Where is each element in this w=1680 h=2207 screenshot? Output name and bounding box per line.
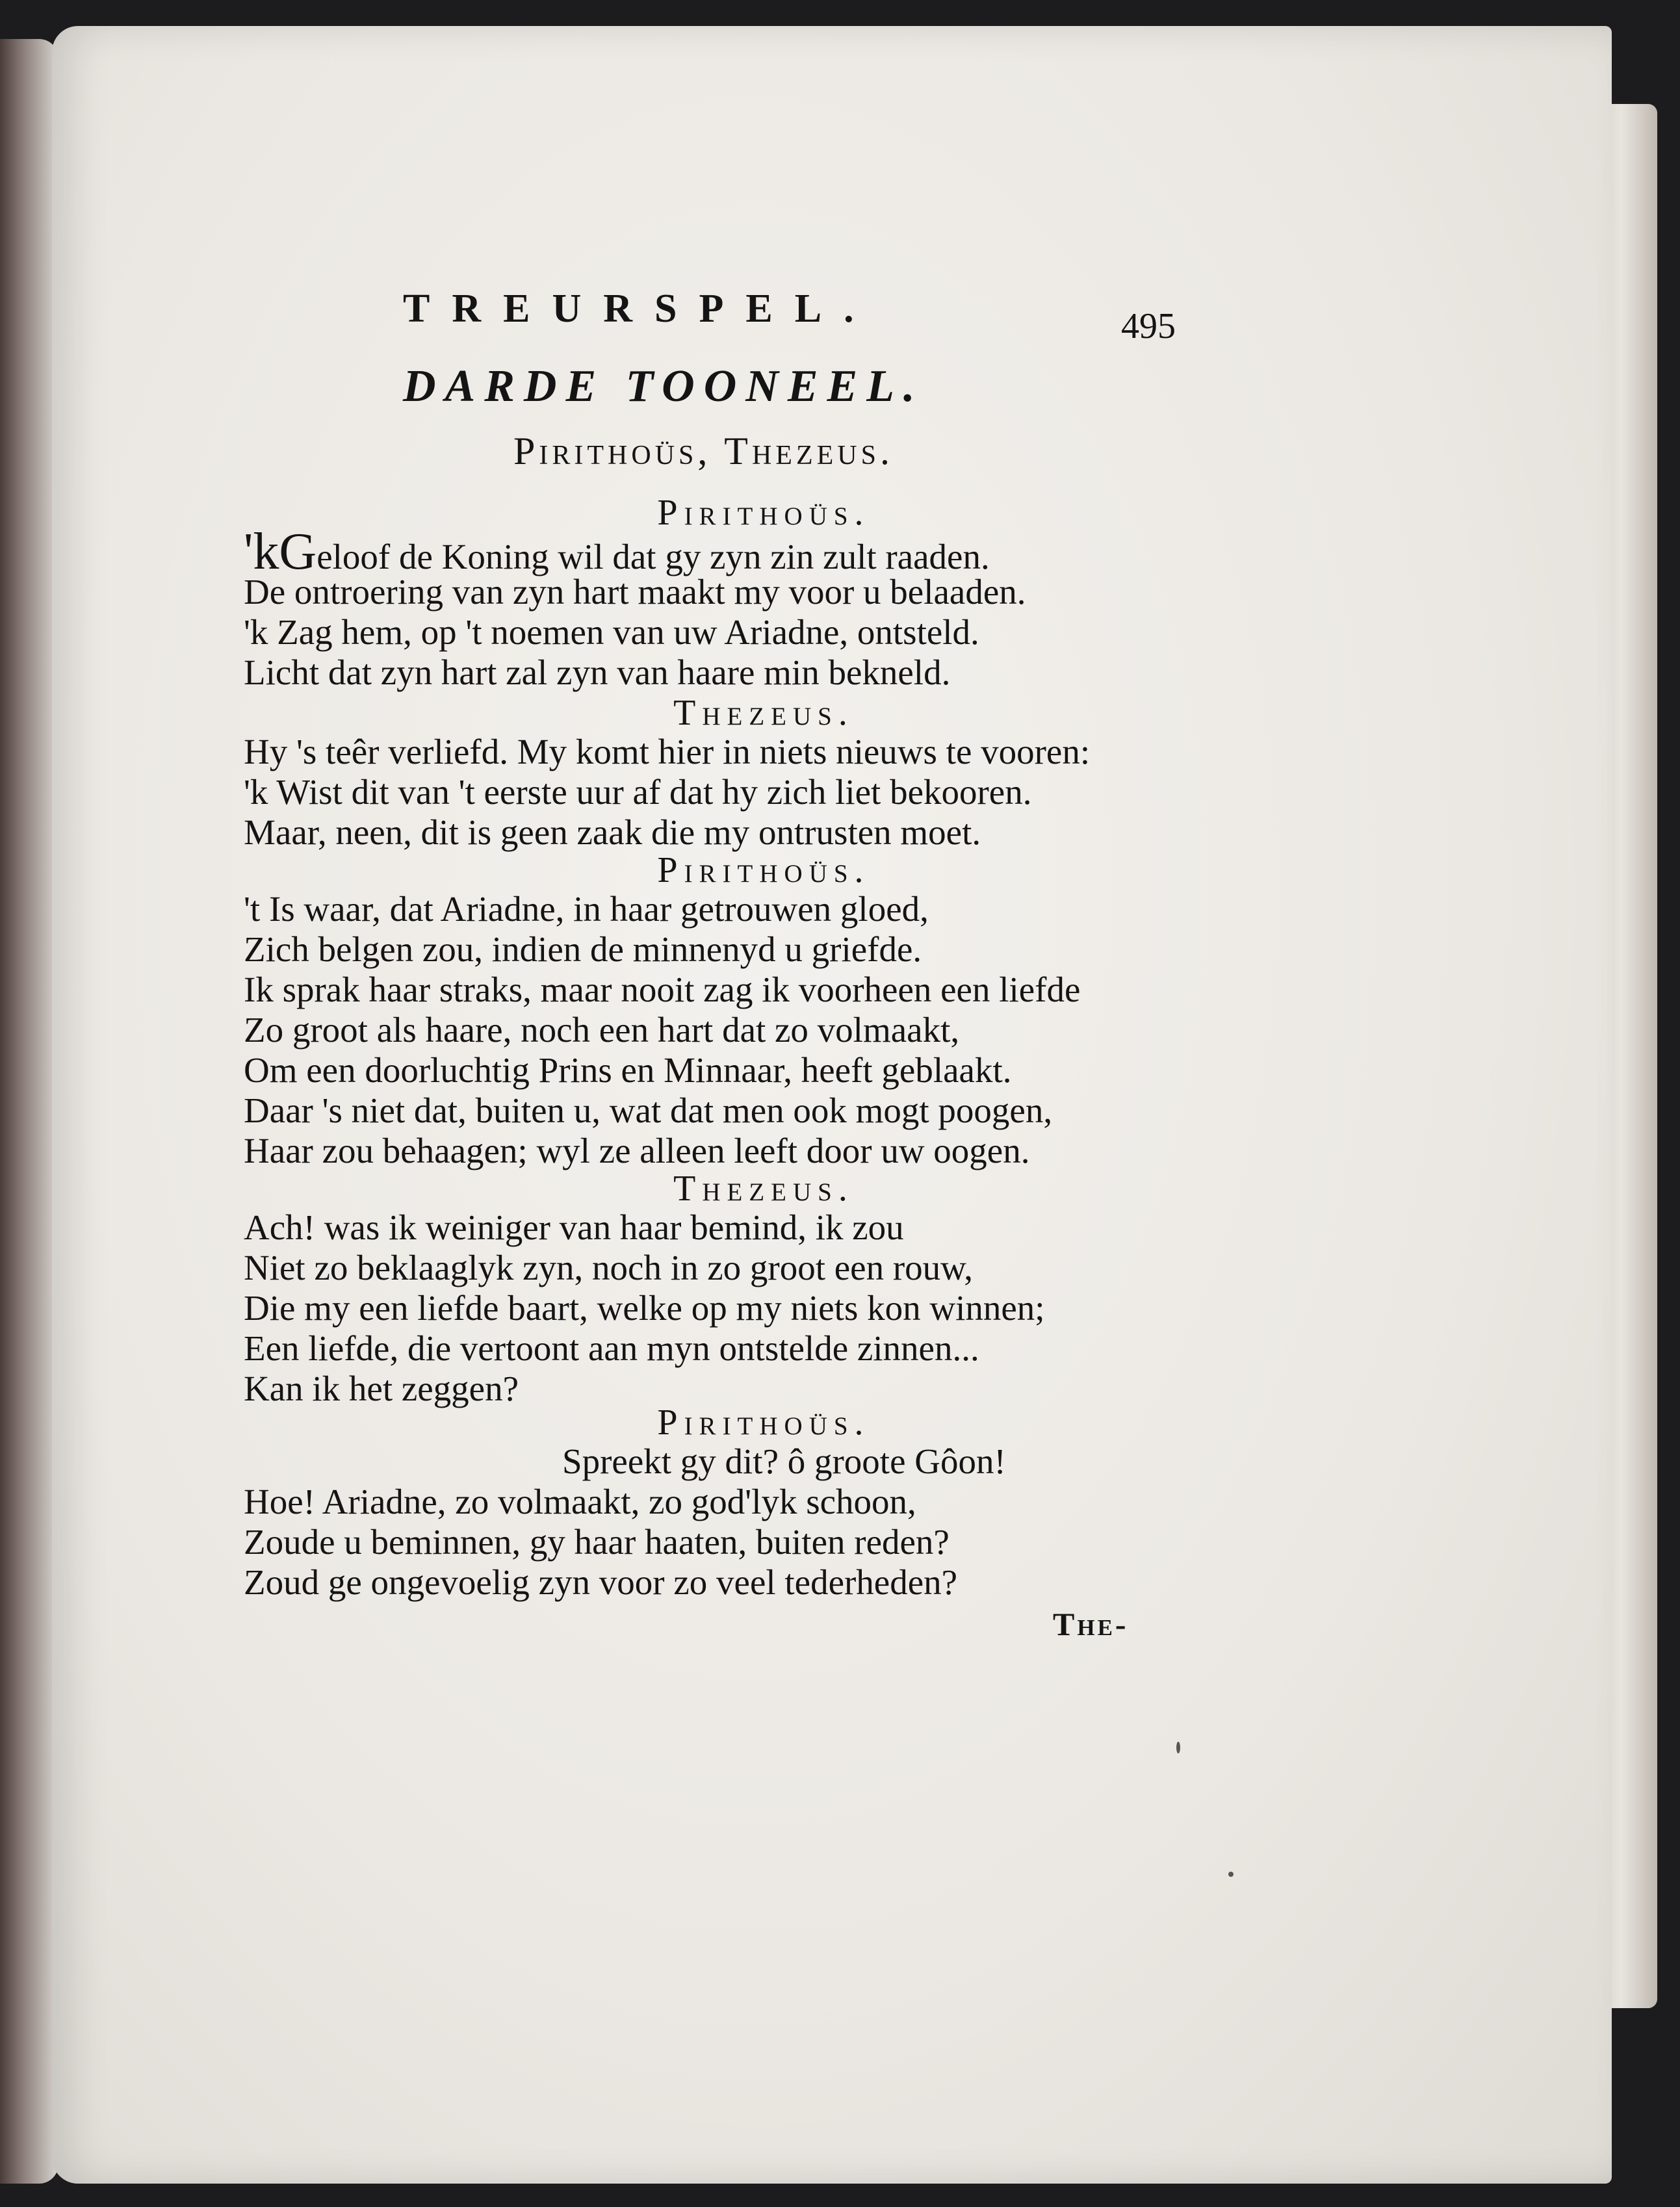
catchword: The- [1053,1606,1129,1642]
verse-line: 't Is waar, dat Ariadne, in haar getrouwen gloed, [244,889,929,929]
paper-speck [1228,1872,1234,1877]
drop-capital: 'kG [244,523,317,580]
verse-line: Kan ik het zeggen? [244,1369,519,1408]
verse-line-indented: Spreekt gy dit? ô groote Gôon! [562,1441,1006,1481]
verse-line: De ontroering van zyn hart maakt my voor u belaaden. [244,572,1026,612]
speaker-name: Thezeus. [673,1168,854,1209]
verse-line: 'k Zag hem, op 't noemen van uw Ariadne, ontsteld. [244,612,979,652]
running-title: TREURSPEL. [403,287,876,331]
speech-4 [244,1170,1284,1409]
verse-line: Zo groot als haare, noch een hart dat zo volmaakt, [244,1010,960,1050]
verse-line: Haar zou behaagen; wyl ze alleen leeft door uw oogen. [244,1131,1030,1170]
verse-line: Maar, neen, dit is geen zaak die my ontrusten moet. [244,812,981,852]
speaker-name: Pirithoüs. [657,1402,870,1443]
left-page-edge [0,39,58,2184]
verse-line: Niet zo beklaaglyk zyn, noch in zo groot een rouw, [244,1248,974,1287]
paper-speck [1176,1742,1180,1753]
verse-line: Ik sprak haar straks, maar nooit zag ik voorheen een liefde [244,970,1081,1009]
verse-line: 'k Wist dit van 't eerste uur af dat hy zich liet bekooren. [244,772,1032,812]
speech-2 [244,694,1284,853]
verse-line: Zich belgen zou, indien de minnenyd u griefde. [244,929,922,969]
page-number: 495 [1121,306,1176,346]
verse-line: Zoud ge ongevoelig zyn voor zo veel tederheden? [244,1562,958,1602]
verse-line: Hy 's teêr verliefd. My komt hier in niets nieuws te vooren: [244,732,1091,771]
speaker-name: Pirithoüs. [657,493,870,533]
speech-1 [244,494,1284,693]
scene-title: DARDE TOONEEL. [403,361,924,411]
verse-line: Hoe! Ariadne, zo volmaakt, zo god'lyk schoon, [244,1482,916,1521]
verse-line: Om een doorluchtig Prins en Minnaar, heeft geblaakt. [244,1050,1012,1090]
verse-line: Ach! was ik weiniger van haar bemind, ik zou [244,1207,904,1247]
verse-line: Een liefde, die vertoont aan myn ontstelde zinnen... [244,1328,979,1368]
characters-line: Pirithoüs, Thezeus. [513,430,894,472]
verse-line: 'kGeloof de Koning wil dat gy zyn zin zult raaden. [244,523,990,580]
verse-line: Licht dat zyn hart zal zyn van haare min bekneld. [244,652,951,692]
speech-3 [244,851,1284,1171]
verse-line: Daar 's niet dat, buiten u, wat dat men ook mogt poogen, [244,1091,1053,1130]
speaker-name: Pirithoüs. [657,850,870,890]
speaker-name: Thezeus. [673,693,854,733]
verse-line: Zoude u beminnen, gy haar haaten, buiten reden? [244,1522,950,1562]
verse-line: Die my een liefde baart, welke op my niets kon winnen; [244,1288,1045,1328]
speech-5 [244,1404,1284,1603]
